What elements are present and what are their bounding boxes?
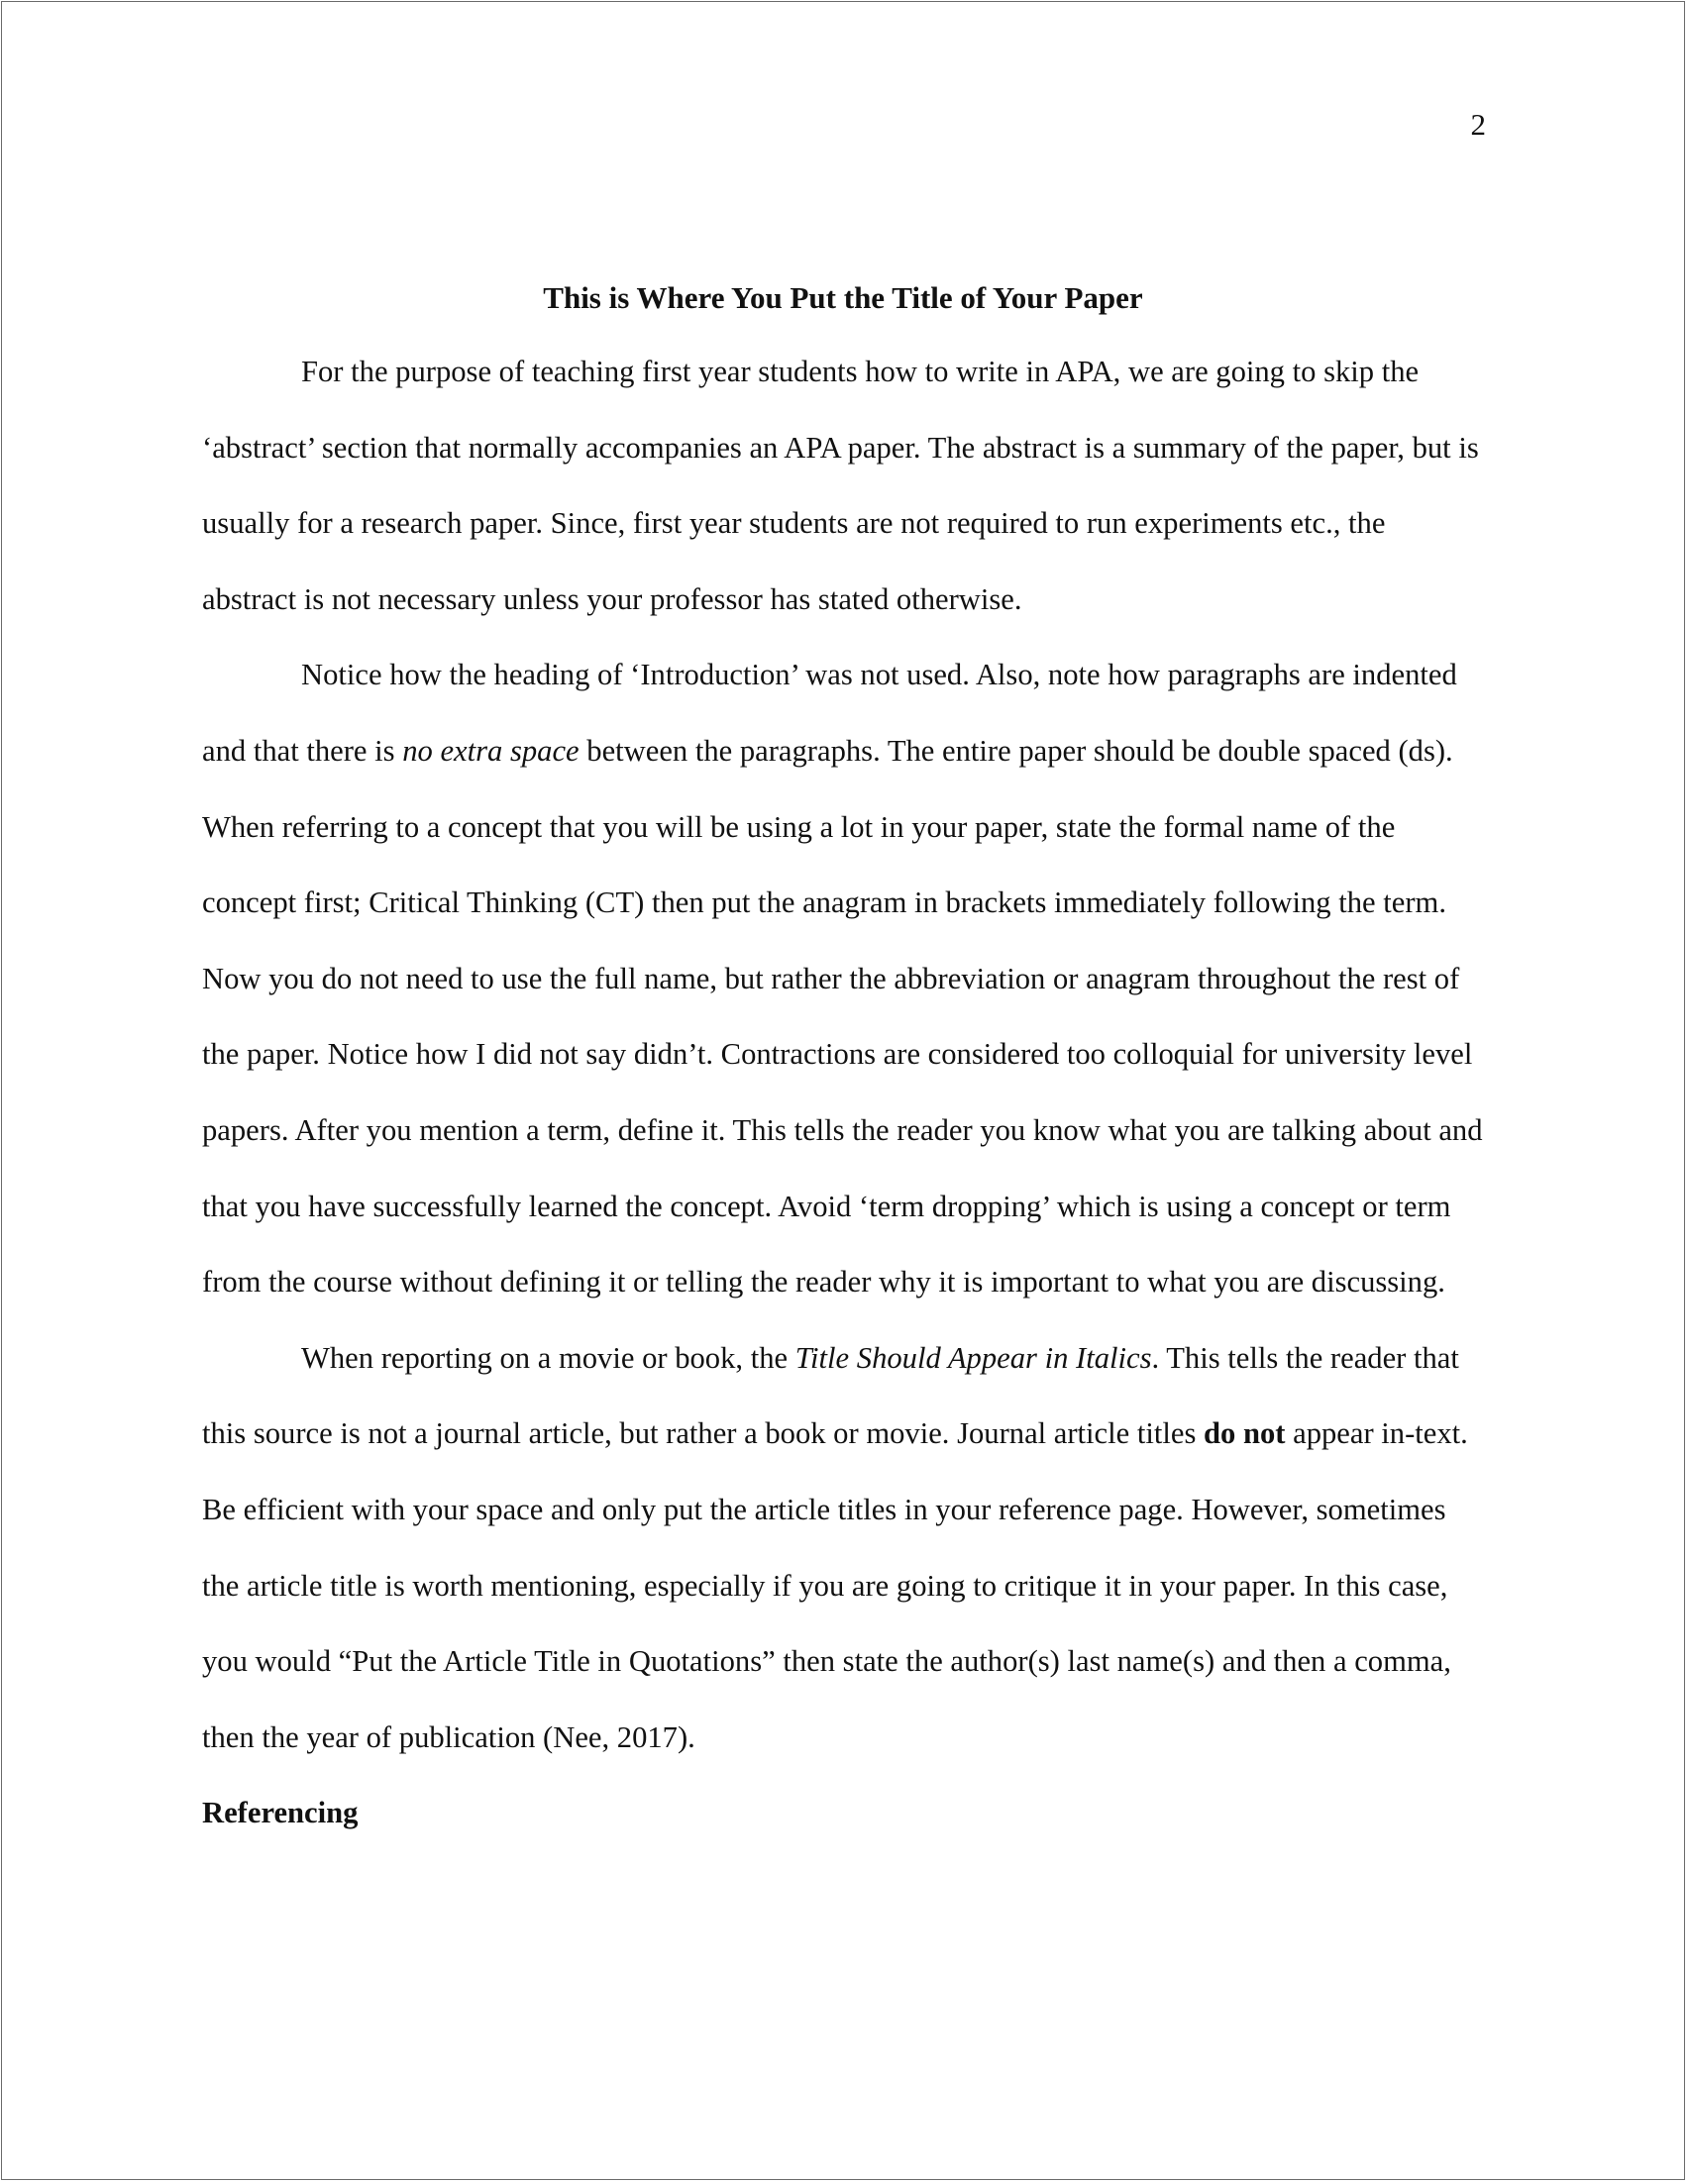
paragraph-text: appear in-text. Be efficient with your space and only put the article titles in your reference page. However, sometimes the article title is worth mentioning, especially if you are going to critique it in your paper. In this case, you would “Put the Article Title in Quotations” then state the author(s) last name(s) and then a comma, then the year of publication (Nee, 2017). xyxy=(202,1416,1468,1754)
document-page xyxy=(1,1,1685,2180)
page-number: 2 xyxy=(1470,107,1486,142)
paper-body xyxy=(202,334,1484,1851)
paragraph-text: between the paragraphs. The entire paper should be double spaced (ds). When referring to a concept that you will be using a lot in your paper, state the formal name of the concept first; Critical Thinking (CT) then put the anagram in brackets immediately following the term. Now you do not need to use the full name, but rather the abbreviation or anagram throughout the rest of the paper. Notice how I did not say didn’t. Contractions are considered too colloquial for university level papers. After you mention a term, define it. This tells the reader you know what you are talking about and that you have successfully learned the concept. Avoid ‘term dropping’ which is using a concept or term from the course without defining it or telling the reader why it is important to what you are discussing. xyxy=(202,733,1483,1300)
paragraph-text: Notice how the heading of ‘Introduction’ was not used. Also, note how paragraphs are indented and that there is xyxy=(202,658,1457,768)
paragraph-text: . This tells the reader that this source is not a journal article, but rather a book or movie. Journal article titles xyxy=(202,1340,1459,1451)
paragraph-formatting-note xyxy=(202,637,1484,1319)
bold-phrase: do not xyxy=(1204,1416,1286,1451)
paragraph-abstract-note: For the purpose of teaching first year students how to write in APA, we are going to skip the ‘abstract’ section that normally accompanies an APA paper. The abstract is a summary of the paper, but is usually for a research paper. Since, first year students are not required to run experiments etc., the abstract is not necessary unless your professor has stated otherwise. xyxy=(202,355,1479,616)
section-heading-referencing: Referencing xyxy=(202,1796,359,1830)
paragraph-titles-note xyxy=(202,1320,1484,1776)
paper-title: This is Where You Put the Title of Your Paper xyxy=(543,280,1143,315)
italic-phrase: Title Should Appear in Italics xyxy=(794,1340,1152,1375)
italic-phrase: no extra space xyxy=(402,733,580,768)
paragraph-text: When reporting on a movie or book, the xyxy=(301,1340,795,1375)
